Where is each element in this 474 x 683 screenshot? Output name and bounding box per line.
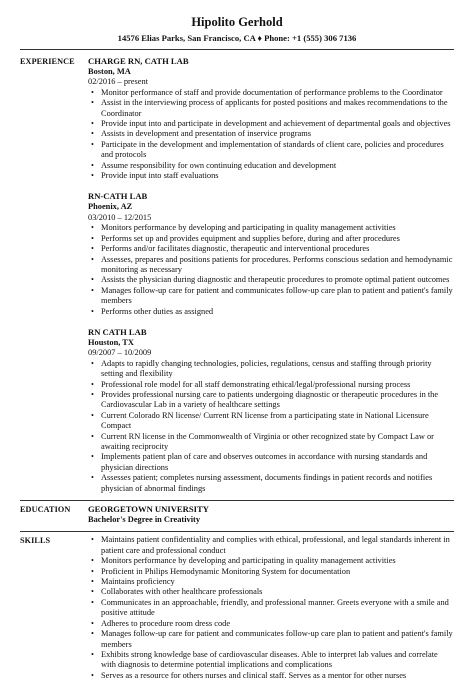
skill-item: • Maintains patient confidentiality and complies with ethical, professional, and legal standards inherent in patient care and professional conduct xyxy=(88,535,454,556)
job-duties-list xyxy=(88,88,454,182)
job-duty-item: • Assists the physician during diagnostic and therapeutic procedures to promote optimal patient outcomes xyxy=(88,275,454,285)
job-title: RN CATH LAB xyxy=(88,326,147,337)
job-duty-item: • Monitor performance of staff and provide documentation of performance problems to the Coordinator xyxy=(88,88,454,98)
experience-list xyxy=(88,56,454,494)
job-location: Boston, MA xyxy=(88,67,131,76)
education-section xyxy=(20,504,454,525)
job-duty-item: • Participate in the development and implementation of standards of client care, policies and procedures and protocols xyxy=(88,140,454,161)
education-heading: EDUCATION xyxy=(20,505,71,515)
job-duty-item: • Implements patient plan of care and observes outcomes in accordance with nursing standards and physician directions xyxy=(88,452,454,473)
skill-item: • Manages follow-up care for patient and communicates follow-up care plan to patient and patient's family members xyxy=(88,629,454,650)
education-degree: Bachelor's Degree in Creativity xyxy=(88,515,201,525)
education-divider xyxy=(20,531,454,532)
job-duty-item: • Performs other duties as assigned xyxy=(88,307,454,317)
job-duty-item: • Assume responsibility for own continuing education and development xyxy=(88,161,454,171)
job-duty-item: • Adapts to rapidly changing technologies, policies, regulations, census and staffing through priority setting and flexibility xyxy=(88,359,454,380)
job-duty-item: • Performs and/or facilitates diagnostic, therapeutic and interventional procedures xyxy=(88,244,454,254)
experience-heading: EXPERIENCE xyxy=(20,57,75,66)
job-entry xyxy=(88,56,454,181)
job-duty-item: • Current RN license in the Commonwealth of Virginia or other recognized state by Compact Law or awaiting reciprocity xyxy=(88,432,454,453)
job-title: RN-CATH LAB xyxy=(88,191,148,202)
job-duty-item: • Performs set up and provides equipment and supplies before, during and after procedures xyxy=(88,234,454,244)
contact-line: 14576 Elias Parks, San Francisco, CA ♦ Phone: +1 (555) 306 7136 xyxy=(117,33,357,43)
job-dates: 02/2016 – present xyxy=(88,77,149,87)
job-duty-item: • Provide input into and participate in development and achievement of departmental goals and objectives xyxy=(88,119,454,129)
job-dates: 03/2010 – 12/2015 xyxy=(88,212,152,222)
experience-section xyxy=(20,56,454,494)
job-duty-item: • Monitors performance by developing and participating in quality management activities xyxy=(88,223,454,233)
job-entry xyxy=(88,191,454,316)
skills-heading: SKILLS xyxy=(20,536,51,546)
job-duties-list xyxy=(88,223,454,317)
experience-divider xyxy=(20,500,454,501)
candidate-name: Hipolito Gerhold xyxy=(191,15,283,29)
job-location: Houston, TX xyxy=(88,337,134,347)
job-duty-item: • Assesses, prepares and positions patients for procedures. Performs conscious sedation and hemodynamic monitoring as necessary xyxy=(88,255,454,276)
skill-item: • Exhibits strong knowledge base of cardiovascular diseases. Able to interpret lab values and correlate with diagnosis to determine potential implications and complications xyxy=(88,650,454,671)
job-duty-item: • Provide input into staff evaluations xyxy=(88,171,454,181)
job-duty-item: • Manages follow-up care for patient and communicates follow-up care plan to patient and patient's family members xyxy=(88,286,454,307)
skill-item: • Maintains proficiency xyxy=(88,577,454,587)
skill-item: • Serves as a resource for others nurses and clinical staff. Serves as a mentor for other nurses xyxy=(88,671,454,681)
header-divider xyxy=(20,49,454,50)
skills-section xyxy=(20,535,454,681)
job-entry xyxy=(88,327,454,494)
job-title: CHARGE RN, CATH LAB xyxy=(88,56,189,66)
skill-item: • Monitors performance by developing and participating in quality management activities xyxy=(88,556,454,566)
job-duty-item: • Provides professional nursing care to patients undergoing diagnostic or therapeutic procedures in the Cardiovascular Lab in a variety of healthcare settings xyxy=(88,390,454,411)
job-location: Phoenix, AZ xyxy=(88,202,133,212)
skill-item: • Communicates in an approachable, friendly, and professional manner. Greets everyone with a smile and positive attitude xyxy=(88,598,454,619)
skills-list xyxy=(88,535,454,681)
job-duty-item: • Current Colorado RN license/ Current RN license from a participating state in National Licensure Compact xyxy=(88,411,454,432)
job-duties-list xyxy=(88,359,454,494)
skill-item: • Proficient in Philips Hemodynamic Monitoring System for documentation xyxy=(88,567,454,577)
skill-item: • Adheres to procedure room dress code xyxy=(88,619,454,629)
job-dates: 09/2007 – 10/2009 xyxy=(88,348,152,358)
skill-item: • Collaborates with other healthcare professionals xyxy=(88,587,454,597)
education-school: GEORGETOWN UNIVERSITY xyxy=(88,504,209,515)
job-duty-item: • Professional role model for all staff demonstrating ethical/legal/professional nursing process xyxy=(88,380,454,390)
job-duty-item: • Assists in development and presentation of inservice programs xyxy=(88,129,454,139)
job-duty-item: • Assesses patient; completes nursing assessment, documents findings in patient records and notifies physician of abnormal findings xyxy=(88,473,454,494)
job-duty-item: • Assist in the interviewing process of applicants for posted positions and makes recommendations to the Coordinator xyxy=(88,98,454,119)
